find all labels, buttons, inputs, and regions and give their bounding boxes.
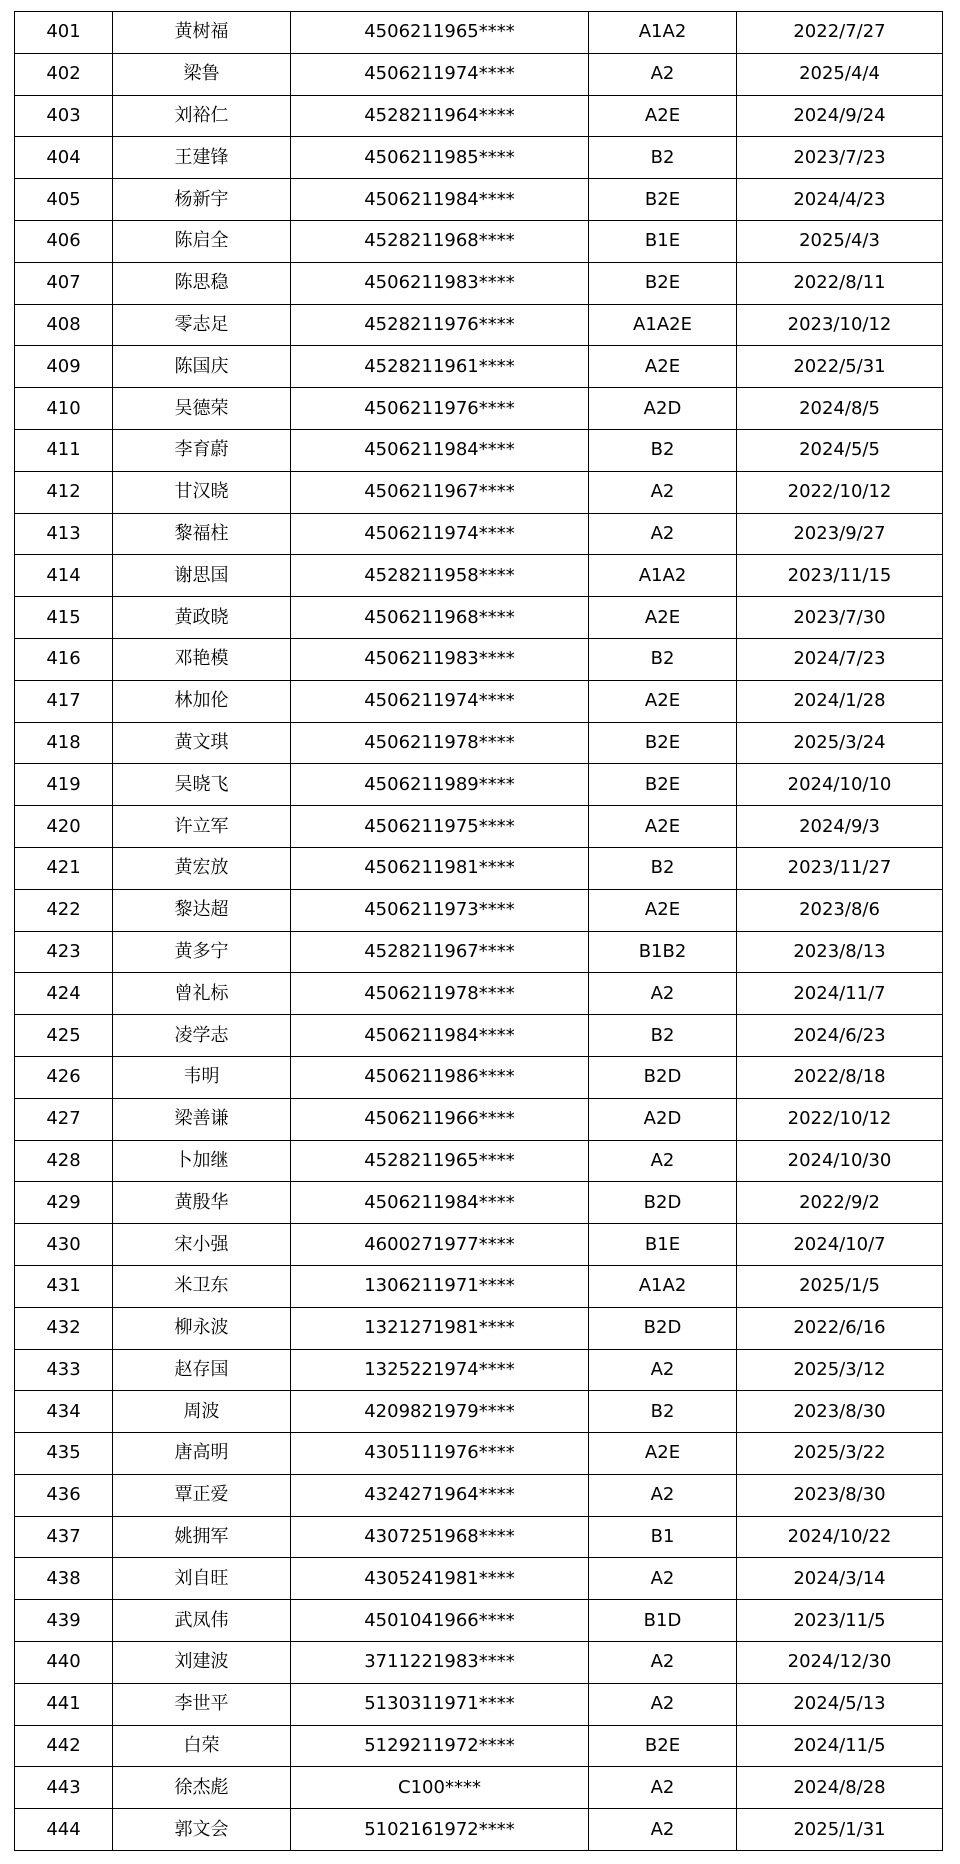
table-row (15, 847, 943, 889)
id-number-cell: 4506211983**** (291, 638, 589, 680)
license-class-cell: A2E (589, 346, 737, 388)
row-number-cell: 406 (15, 220, 113, 262)
id-number-cell: 3711221983**** (291, 1642, 589, 1684)
row-number-cell: 444 (15, 1809, 113, 1851)
date-cell: 2025/4/3 (737, 220, 943, 262)
row-number-cell: 427 (15, 1098, 113, 1140)
id-number-cell: 4506211975**** (291, 806, 589, 848)
id-number-cell: 4600271977**** (291, 1224, 589, 1266)
date-cell: 2024/10/30 (737, 1140, 943, 1182)
date-cell: 2024/3/14 (737, 1558, 943, 1600)
name-cell: 林加伦 (113, 680, 291, 722)
license-class-cell: B2E (589, 722, 737, 764)
license-class-cell: A2 (589, 53, 737, 95)
date-cell: 2023/7/30 (737, 597, 943, 639)
license-class-cell: B2D (589, 1182, 737, 1224)
date-cell: 2022/5/31 (737, 346, 943, 388)
license-class-cell: A2 (589, 1558, 737, 1600)
date-cell: 2023/8/6 (737, 889, 943, 931)
name-cell: 徐杰彪 (113, 1767, 291, 1809)
date-cell: 2024/7/23 (737, 638, 943, 680)
name-cell: 陈思稳 (113, 262, 291, 304)
date-cell: 2024/5/13 (737, 1683, 943, 1725)
row-number-cell: 425 (15, 1015, 113, 1057)
name-cell: 谢思国 (113, 555, 291, 597)
table-row (15, 1098, 943, 1140)
id-number-cell: 4528211976**** (291, 304, 589, 346)
name-cell: 韦明 (113, 1056, 291, 1098)
row-number-cell: 433 (15, 1349, 113, 1391)
table-row (15, 1349, 943, 1391)
table-row (15, 220, 943, 262)
date-cell: 2024/10/22 (737, 1516, 943, 1558)
row-number-cell: 413 (15, 513, 113, 555)
table-row (15, 53, 943, 95)
name-cell: 黄政晓 (113, 597, 291, 639)
name-cell: 刘建波 (113, 1642, 291, 1684)
license-class-cell: A2 (589, 471, 737, 513)
table-row (15, 471, 943, 513)
license-class-cell: A2D (589, 388, 737, 430)
roster-table-body (15, 12, 943, 1851)
license-class-cell: A2E (589, 889, 737, 931)
name-cell: 黄宏放 (113, 847, 291, 889)
table-row (15, 304, 943, 346)
row-number-cell: 411 (15, 429, 113, 471)
license-class-cell: A1A2 (589, 12, 737, 54)
date-cell: 2024/6/23 (737, 1015, 943, 1057)
license-class-cell: A2 (589, 1683, 737, 1725)
name-cell: 吴晓飞 (113, 764, 291, 806)
row-number-cell: 438 (15, 1558, 113, 1600)
license-class-cell: B2E (589, 1725, 737, 1767)
id-number-cell: 4506211974**** (291, 513, 589, 555)
id-number-cell: 4506211984**** (291, 429, 589, 471)
id-number-cell: 4506211974**** (291, 680, 589, 722)
license-class-cell: A1A2 (589, 555, 737, 597)
row-number-cell: 424 (15, 973, 113, 1015)
id-number-cell: 4324271964**** (291, 1474, 589, 1516)
row-number-cell: 426 (15, 1056, 113, 1098)
table-row (15, 1307, 943, 1349)
license-class-cell: A2E (589, 806, 737, 848)
license-class-cell: A2E (589, 597, 737, 639)
row-number-cell: 431 (15, 1265, 113, 1307)
id-number-cell: 4506211974**** (291, 53, 589, 95)
name-cell: 甘汉晓 (113, 471, 291, 513)
id-number-cell: 4506211984**** (291, 1015, 589, 1057)
id-number-cell: 4506211966**** (291, 1098, 589, 1140)
name-cell: 凌学志 (113, 1015, 291, 1057)
row-number-cell: 439 (15, 1600, 113, 1642)
row-number-cell: 428 (15, 1140, 113, 1182)
date-cell: 2022/10/12 (737, 1098, 943, 1140)
table-row (15, 1558, 943, 1600)
row-number-cell: 421 (15, 847, 113, 889)
name-cell: 黄多宁 (113, 931, 291, 973)
row-number-cell: 432 (15, 1307, 113, 1349)
date-cell: 2022/10/12 (737, 471, 943, 513)
name-cell: 李世平 (113, 1683, 291, 1725)
license-class-cell: A2 (589, 1767, 737, 1809)
date-cell: 2023/11/15 (737, 555, 943, 597)
license-class-cell: B1 (589, 1516, 737, 1558)
license-class-cell: B2 (589, 638, 737, 680)
table-row (15, 513, 943, 555)
table-row (15, 555, 943, 597)
table-row (15, 931, 943, 973)
row-number-cell: 434 (15, 1391, 113, 1433)
table-row (15, 1767, 943, 1809)
id-number-cell: 4528211967**** (291, 931, 589, 973)
id-number-cell: 4528211968**** (291, 220, 589, 262)
id-number-cell: 4506211981**** (291, 847, 589, 889)
table-row (15, 1600, 943, 1642)
row-number-cell: 419 (15, 764, 113, 806)
row-number-cell: 409 (15, 346, 113, 388)
row-number-cell: 414 (15, 555, 113, 597)
table-row (15, 1015, 943, 1057)
table-row (15, 1474, 943, 1516)
date-cell: 2023/10/12 (737, 304, 943, 346)
license-class-cell: A2 (589, 1642, 737, 1684)
date-cell: 2024/9/3 (737, 806, 943, 848)
name-cell: 黎福柱 (113, 513, 291, 555)
row-number-cell: 403 (15, 95, 113, 137)
row-number-cell: 441 (15, 1683, 113, 1725)
date-cell: 2025/1/31 (737, 1809, 943, 1851)
name-cell: 杨新宇 (113, 179, 291, 221)
name-cell: 宋小强 (113, 1224, 291, 1266)
name-cell: 梁鲁 (113, 53, 291, 95)
id-number-cell: 4307251968**** (291, 1516, 589, 1558)
name-cell: 梁善谦 (113, 1098, 291, 1140)
license-class-cell: B1E (589, 1224, 737, 1266)
name-cell: 周波 (113, 1391, 291, 1433)
license-class-cell: A1A2E (589, 304, 737, 346)
name-cell: 武凤伟 (113, 1600, 291, 1642)
name-cell: 吴德荣 (113, 388, 291, 430)
table-row (15, 346, 943, 388)
date-cell: 2024/10/10 (737, 764, 943, 806)
license-class-cell: B2E (589, 764, 737, 806)
row-number-cell: 401 (15, 12, 113, 54)
date-cell: 2023/9/27 (737, 513, 943, 555)
date-cell: 2022/6/16 (737, 1307, 943, 1349)
name-cell: 白荣 (113, 1725, 291, 1767)
row-number-cell: 443 (15, 1767, 113, 1809)
name-cell: 黄树福 (113, 12, 291, 54)
date-cell: 2022/9/2 (737, 1182, 943, 1224)
date-cell: 2022/7/27 (737, 12, 943, 54)
table-row (15, 1140, 943, 1182)
id-number-cell: 4506211967**** (291, 471, 589, 513)
id-number-cell: 4528211961**** (291, 346, 589, 388)
row-number-cell: 405 (15, 179, 113, 221)
name-cell: 黄殷华 (113, 1182, 291, 1224)
row-number-cell: 417 (15, 680, 113, 722)
table-row (15, 12, 943, 54)
date-cell: 2024/9/24 (737, 95, 943, 137)
row-number-cell: 442 (15, 1725, 113, 1767)
table-row (15, 1433, 943, 1475)
license-class-cell: A2E (589, 1433, 737, 1475)
id-number-cell: 4506211989**** (291, 764, 589, 806)
name-cell: 陈国庆 (113, 346, 291, 388)
date-cell: 2023/11/27 (737, 847, 943, 889)
row-number-cell: 418 (15, 722, 113, 764)
license-class-cell: A2 (589, 1349, 737, 1391)
name-cell: 唐高明 (113, 1433, 291, 1475)
row-number-cell: 435 (15, 1433, 113, 1475)
row-number-cell: 429 (15, 1182, 113, 1224)
table-row (15, 889, 943, 931)
row-number-cell: 412 (15, 471, 113, 513)
date-cell: 2025/3/24 (737, 722, 943, 764)
id-number-cell: 5129211972**** (291, 1725, 589, 1767)
name-cell: 米卫东 (113, 1265, 291, 1307)
table-row (15, 1265, 943, 1307)
name-cell: 卜加继 (113, 1140, 291, 1182)
table-row (15, 137, 943, 179)
license-class-cell: B2 (589, 847, 737, 889)
row-number-cell: 422 (15, 889, 113, 931)
row-number-cell: 430 (15, 1224, 113, 1266)
license-class-cell: B1B2 (589, 931, 737, 973)
row-number-cell: 404 (15, 137, 113, 179)
license-class-cell: B2 (589, 1391, 737, 1433)
date-cell: 2022/8/18 (737, 1056, 943, 1098)
table-row (15, 1516, 943, 1558)
license-class-cell: A1A2 (589, 1265, 737, 1307)
date-cell: 2024/11/7 (737, 973, 943, 1015)
license-class-cell: A2E (589, 95, 737, 137)
table-row (15, 722, 943, 764)
date-cell: 2023/7/23 (737, 137, 943, 179)
license-class-cell: B2E (589, 179, 737, 221)
name-cell: 李育蔚 (113, 429, 291, 471)
license-class-cell: A2 (589, 1809, 737, 1851)
date-cell: 2023/11/5 (737, 1600, 943, 1642)
id-number-cell: 4528211964**** (291, 95, 589, 137)
row-number-cell: 402 (15, 53, 113, 95)
license-class-cell: B2D (589, 1307, 737, 1349)
date-cell: 2025/4/4 (737, 53, 943, 95)
id-number-cell: 4506211984**** (291, 1182, 589, 1224)
id-number-cell: 1306211971**** (291, 1265, 589, 1307)
id-number-cell: 4506211983**** (291, 262, 589, 304)
id-number-cell: 4209821979**** (291, 1391, 589, 1433)
row-number-cell: 415 (15, 597, 113, 639)
license-class-cell: B1D (589, 1600, 737, 1642)
id-number-cell: 4506211968**** (291, 597, 589, 639)
table-row (15, 597, 943, 639)
date-cell: 2024/1/28 (737, 680, 943, 722)
date-cell: 2023/8/13 (737, 931, 943, 973)
id-number-cell: 4305241981**** (291, 1558, 589, 1600)
roster-table (14, 11, 943, 1851)
id-number-cell: 4506211985**** (291, 137, 589, 179)
id-number-cell: 1325221974**** (291, 1349, 589, 1391)
row-number-cell: 437 (15, 1516, 113, 1558)
name-cell: 黎达超 (113, 889, 291, 931)
license-class-cell: B2 (589, 429, 737, 471)
name-cell: 刘自旺 (113, 1558, 291, 1600)
name-cell: 赵存国 (113, 1349, 291, 1391)
date-cell: 2024/11/5 (737, 1725, 943, 1767)
license-class-cell: A2 (589, 1140, 737, 1182)
name-cell: 郭文会 (113, 1809, 291, 1851)
name-cell: 陈启全 (113, 220, 291, 262)
date-cell: 2022/8/11 (737, 262, 943, 304)
table-row (15, 1683, 943, 1725)
table-row (15, 388, 943, 430)
table-row (15, 973, 943, 1015)
id-number-cell: 5130311971**** (291, 1683, 589, 1725)
id-number-cell: 4506211978**** (291, 722, 589, 764)
id-number-cell: C100**** (291, 1767, 589, 1809)
table-row (15, 806, 943, 848)
id-number-cell: 4506211984**** (291, 179, 589, 221)
id-number-cell: 4506211986**** (291, 1056, 589, 1098)
license-class-cell: A2D (589, 1098, 737, 1140)
license-class-cell: B2 (589, 1015, 737, 1057)
row-number-cell: 420 (15, 806, 113, 848)
name-cell: 覃正爱 (113, 1474, 291, 1516)
name-cell: 姚拥军 (113, 1516, 291, 1558)
name-cell: 柳永波 (113, 1307, 291, 1349)
date-cell: 2024/10/7 (737, 1224, 943, 1266)
name-cell: 刘裕仁 (113, 95, 291, 137)
date-cell: 2025/3/12 (737, 1349, 943, 1391)
table-row (15, 1056, 943, 1098)
date-cell: 2025/3/22 (737, 1433, 943, 1475)
id-number-cell: 4305111976**** (291, 1433, 589, 1475)
table-row (15, 1809, 943, 1851)
license-class-cell: B2D (589, 1056, 737, 1098)
date-cell: 2024/12/30 (737, 1642, 943, 1684)
date-cell: 2025/1/5 (737, 1265, 943, 1307)
table-row (15, 1391, 943, 1433)
table-row (15, 95, 943, 137)
row-number-cell: 423 (15, 931, 113, 973)
table-row (15, 1642, 943, 1684)
id-number-cell: 4501041966**** (291, 1600, 589, 1642)
license-class-cell: A2 (589, 513, 737, 555)
id-number-cell: 4506211976**** (291, 388, 589, 430)
row-number-cell: 410 (15, 388, 113, 430)
row-number-cell: 407 (15, 262, 113, 304)
name-cell: 王建锋 (113, 137, 291, 179)
table-row (15, 638, 943, 680)
table-row (15, 1182, 943, 1224)
id-number-cell: 4506211965**** (291, 12, 589, 54)
table-row (15, 1725, 943, 1767)
license-class-cell: A2 (589, 1474, 737, 1516)
table-row (15, 680, 943, 722)
date-cell: 2024/4/23 (737, 179, 943, 221)
row-number-cell: 436 (15, 1474, 113, 1516)
license-class-cell: A2E (589, 680, 737, 722)
id-number-cell: 4528211958**** (291, 555, 589, 597)
name-cell: 邓艳模 (113, 638, 291, 680)
table-row (15, 179, 943, 221)
id-number-cell: 4528211965**** (291, 1140, 589, 1182)
license-class-cell: B2 (589, 137, 737, 179)
id-number-cell: 5102161972**** (291, 1809, 589, 1851)
date-cell: 2023/8/30 (737, 1391, 943, 1433)
name-cell: 黄文琪 (113, 722, 291, 764)
date-cell: 2023/8/30 (737, 1474, 943, 1516)
id-number-cell: 1321271981**** (291, 1307, 589, 1349)
date-cell: 2024/5/5 (737, 429, 943, 471)
row-number-cell: 408 (15, 304, 113, 346)
row-number-cell: 440 (15, 1642, 113, 1684)
row-number-cell: 416 (15, 638, 113, 680)
license-class-cell: B2E (589, 262, 737, 304)
table-row (15, 764, 943, 806)
license-class-cell: B1E (589, 220, 737, 262)
id-number-cell: 4506211978**** (291, 973, 589, 1015)
date-cell: 2024/8/28 (737, 1767, 943, 1809)
table-row (15, 429, 943, 471)
license-class-cell: A2 (589, 973, 737, 1015)
name-cell: 曾礼标 (113, 973, 291, 1015)
table-row (15, 1224, 943, 1266)
date-cell: 2024/8/5 (737, 388, 943, 430)
name-cell: 零志足 (113, 304, 291, 346)
name-cell: 许立军 (113, 806, 291, 848)
table-row (15, 262, 943, 304)
id-number-cell: 4506211973**** (291, 889, 589, 931)
